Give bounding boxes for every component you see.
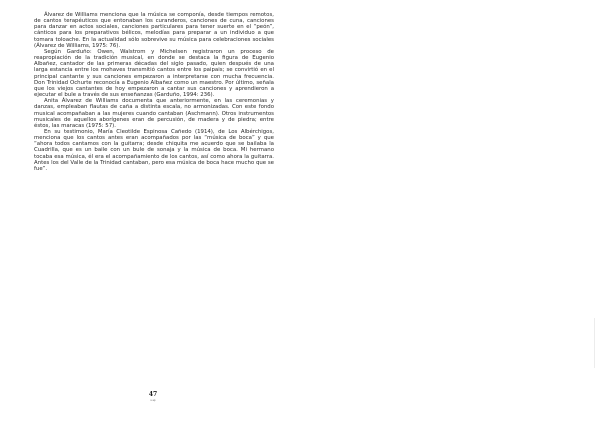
paragraph: En su testimonio, María Cleotilde Espinosa Cañedo (1914), de Los Albérchigos, menciona que los cantos antes eran acompañados por las “música de boca” y que “ahora todos cantamos con la guitarra; desde chiquita me acuerdo que se bailaba la Cuadrilla, que es un baile con un bule de sonaja y la música de boca. Mi hermano tocaba esa música, él era el acompañamiento de los cantos, así como ahora la guitarra. Antes los del Valle de la Trinidad cantaban, pero esa música de boca hace mucho que se fue”. [34, 128, 274, 172]
paragraph: Según Garduño: Owen, Walstrom y Michelsen registraron un proceso de reapropiación de la tradición musical, en donde se destaca la figura de Eugenio Albañez, cantador de las primeras décadas del siglo pasado, quien después de una larga estancia entre los mohaves transmitió cantos entre los paipais; se convirtió en el principal cantante y sus canciones empezaron a interpretarse con mucha frecuencia. Don Trinidad Ochurte reconocía a Eugenio Albañez como un maestro. Por último, señala que los viejos cantantes de hoy empezaron a cantar sus canciones y aprendieron a ejecutar el bule a través de sus enseñanzas (Garduño, 1994: 236). [34, 48, 274, 99]
page-footer-note: s.sp [150, 399, 156, 402]
body-text [34, 12, 274, 172]
page-number: 47 [148, 391, 158, 398]
paragraph: Álvarez de Williams menciona que la música se componía, desde tiempos remotos, de cantos terapéuticos que entonaban los curanderos, canciones de cuna, canciones para danzar en actos sociales, canciones particulares para tener suerte en el “peón”, cánticos para los preparativos bélicos, melodías para preparar a un individuo a que tomara toloache. En la actualidad sólo sobrevive su música para celebraciones sociales (Álvarez de Williams, 1975: 76). [34, 12, 274, 49]
page-edge-mark [594, 318, 600, 368]
paragraph: Anita Álvarez de Williams documenta que anteriormente, en las ceremonias y danzas, empleaban flautas de caña a distinta escala, no armonizadas. Con este fondo musical acompañaban a las mujeres cuando cantaban (Aschmann). Otros instrumentos musicales de aquellos aborígenes eran de percusión, de madera y de piedra; entre éstos, las maracas (1975: 57). [34, 98, 274, 129]
